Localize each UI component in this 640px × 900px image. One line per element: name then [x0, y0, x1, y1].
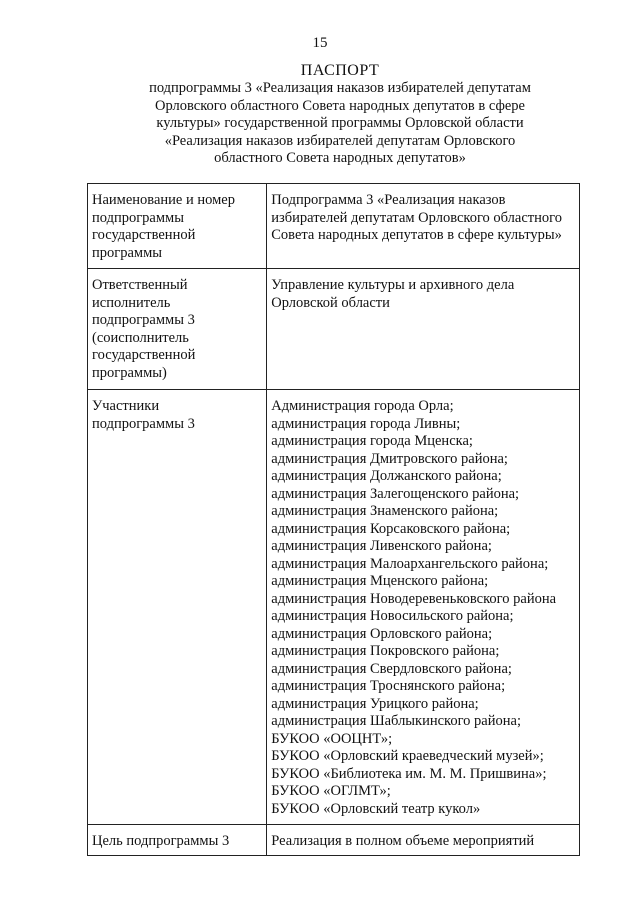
participant-line: БУКОО «ООЦНТ»;: [271, 730, 393, 747]
heading-line: «Реализация наказов избирателей депутатам Орловского: [164, 132, 516, 149]
participant-line: администрация Залегощенского района;: [271, 485, 520, 502]
row-value-cell: [267, 825, 580, 856]
participant-line: администрация Корсаковского района;: [271, 520, 511, 537]
table-row: [88, 390, 580, 825]
participant-line: администрация Новодеревеньковского района: [271, 590, 557, 607]
participant-line: администрация Мценского района;: [271, 573, 489, 589]
label-line: Ответственный: [92, 277, 188, 293]
participant-line: администрация Новосильского района;: [271, 608, 514, 624]
participant-line: администрация Троснянского района;: [271, 678, 506, 694]
participant-line: администрация Покровского района;: [271, 643, 500, 659]
participant-line: администрация Дмитровского района;: [271, 450, 508, 467]
value-line: Совета народных депутатов в сфере культуры»: [271, 227, 562, 243]
heading-line: подпрограммы 3 «Реализация наказов избирателей депутатам: [149, 80, 531, 96]
label-line: (соисполнитель: [92, 329, 189, 346]
participant-line: администрация города Ливны;: [271, 415, 461, 432]
page-number: 15: [312, 35, 328, 51]
participant-line: администрация Малоархангельского района;: [271, 555, 549, 572]
heading-line: Орловского областного Совета народных депутатов в сфере: [154, 97, 525, 114]
participant-line: БУКОО «Орловский театр кукол»: [271, 800, 481, 817]
row-label-cell: [88, 825, 267, 856]
participant-line: БУКОО «Орловский краеведческий музей»;: [271, 748, 544, 764]
value-line: Управление культуры и архивного дела: [271, 277, 515, 293]
heading-line: культуры» государственной программы Орловской области: [156, 115, 524, 131]
label-line: Наименование и номер: [92, 192, 235, 208]
heading-line: областного Совета народных депутатов»: [214, 150, 466, 166]
label-line: программы): [92, 364, 167, 381]
participant-line: БУКОО «Библиотека им. М. М. Пришвина»;: [271, 765, 547, 782]
table-row: [88, 269, 580, 390]
label-line: Участники: [92, 398, 160, 414]
row-value-cell: [267, 390, 580, 825]
row-value-cell: [267, 184, 580, 269]
table-row: [88, 184, 580, 269]
participant-line: администрация Шаблыкинского района;: [271, 713, 521, 729]
row-label-cell: [88, 184, 267, 269]
value-line: Подпрограмма 3 «Реализация наказов: [271, 192, 506, 208]
label-line: программы: [92, 244, 162, 261]
label-line: государственной: [92, 227, 196, 243]
label-line: подпрограммы: [92, 209, 184, 226]
label-line: подпрограммы 3: [92, 415, 195, 432]
participant-line: администрация города Мценска;: [271, 433, 473, 449]
value-line: Орловской области: [271, 294, 390, 311]
participant-line: БУКОО «ОГЛМТ»;: [271, 783, 391, 799]
participant-line: администрация Должанского района;: [271, 468, 502, 484]
participant-line: администрация Ливенского района;: [271, 538, 492, 554]
participant-line: администрация Урицкого района;: [271, 695, 479, 712]
document-title: ПАСПОРТ: [300, 62, 380, 79]
value-line: Реализация в полном объеме мероприятий: [271, 833, 535, 849]
table-row: [88, 825, 580, 856]
row-label-cell: [88, 390, 267, 825]
label-line: исполнитель: [92, 294, 171, 311]
participant-line: администрация Знаменского района;: [271, 503, 499, 519]
participant-line: Администрация города Орла;: [271, 398, 454, 414]
row-label-cell: [88, 269, 267, 390]
row-value-cell: [267, 269, 580, 390]
label-line: подпрограммы 3: [92, 312, 195, 328]
document-heading: [70, 62, 610, 168]
participant-line: администрация Орловского района;: [271, 625, 493, 642]
value-line: избирателей депутатам Орловского областного: [271, 209, 562, 226]
participant-line: администрация Свердловского района;: [271, 660, 512, 677]
passport-table: [87, 183, 580, 856]
label-line: государственной: [92, 347, 196, 363]
label-line: Цель подпрограммы 3: [92, 833, 230, 849]
